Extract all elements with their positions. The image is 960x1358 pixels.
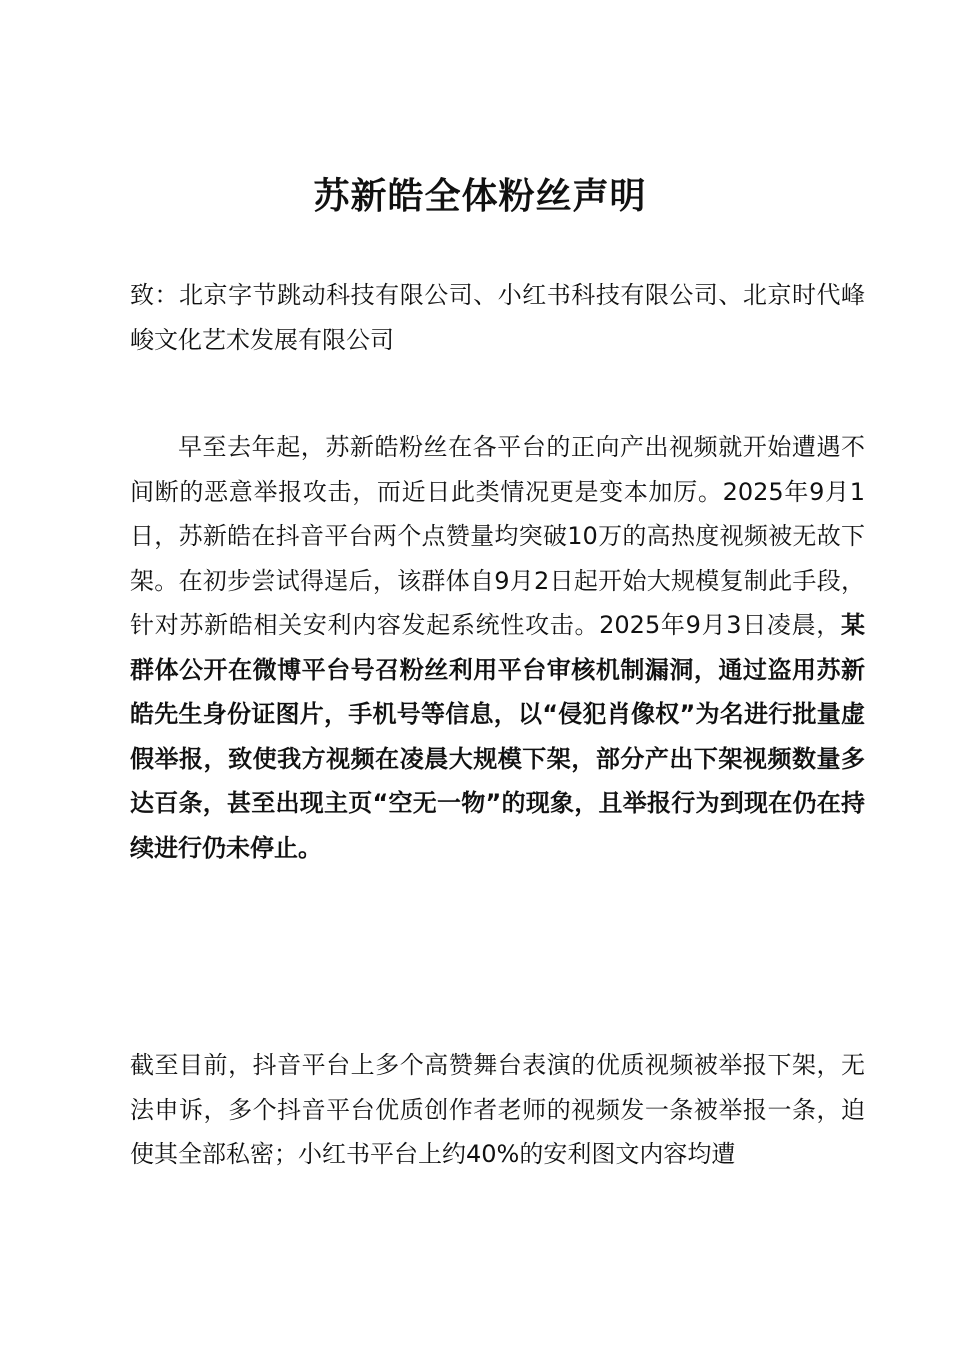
paragraph-1-text: 早至去年起，苏新皓粉丝在各平台的正向产出视频就开始遭遇不间断的恶意举报攻击，而近日此类情况更是变本加厉。2025年9月1日，苏新皓在抖音平台两个点赞量均突破10万的高热度视频被无故下架。在初步尝试得逞后，该群体自9月2日起开始大规模复制此手段，针对苏新皓相关安利内容发起系统性攻击。2025年9月3日凌晨， [130, 433, 865, 639]
paragraph-1 [130, 425, 865, 870]
paragraph-2: 截至目前，抖音平台上多个高赞舞台表演的优质视频被举报下架，无法申诉，多个抖音平台优质创作者老师的视频发一条被举报一条，迫使其全部私密；小红书平台上约40%的安利图文内容均遭 [130, 1051, 865, 1168]
addressee-line: 致：北京字节跳动科技有限公司、小红书科技有限公司、北京时代峰峻文化艺术发展有限公司 [130, 281, 865, 354]
paragraph-1-bold-text: 某群体公开在微博平台号召粉丝利用平台审核机制漏洞，通过盗用苏新皓先生身份证图片，手机号等信息，以“侵犯肖像权”为名进行批量虚假举报，致使我方视频在凌晨大规模下架，部分产出下架视频数量多达百条，甚至出现主页“空无一物”的现象，且举报行为到现在仍在持续进行仍未停止。 [130, 611, 865, 862]
document-title: 苏新皓全体粉丝声明 [313, 175, 647, 217]
